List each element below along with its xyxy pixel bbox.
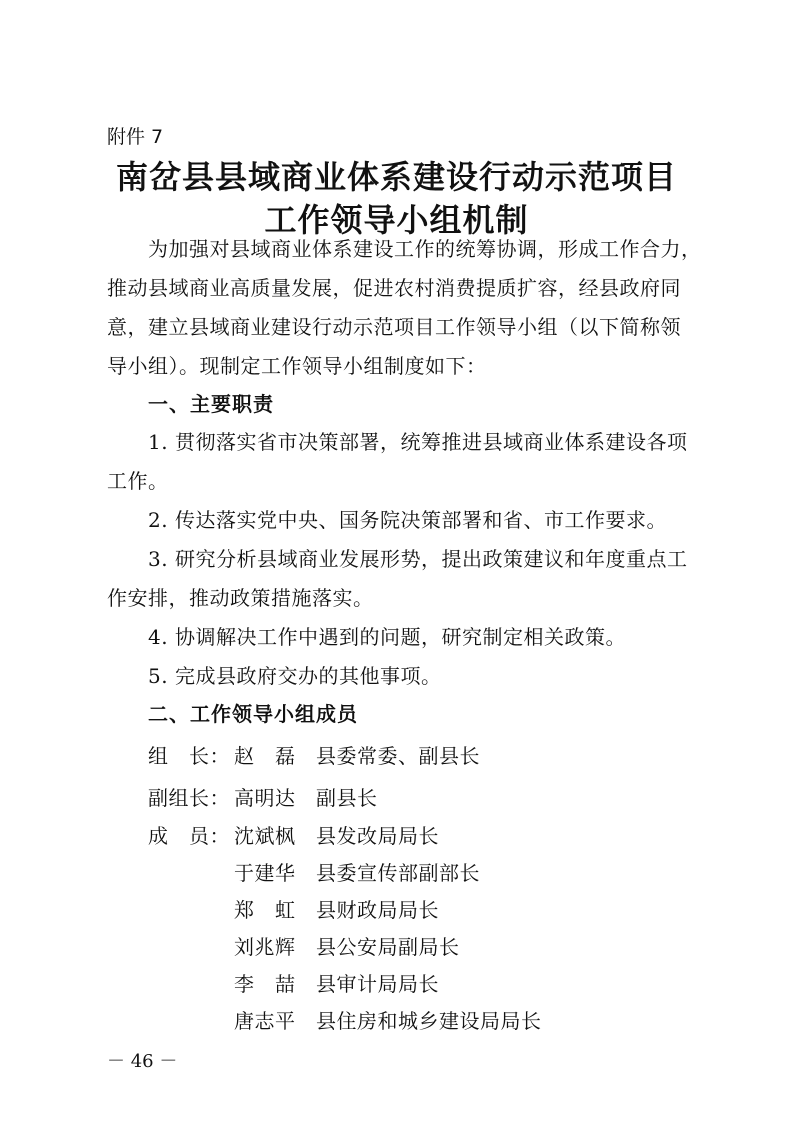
member-name: 刘兆辉 [234, 935, 296, 959]
document-title-line-1: 南岔县县域商业体系建设行动示范项目 [115, 158, 677, 196]
duty-line: 工作。 [107, 469, 169, 493]
section-heading-duties: 一、主要职责 [148, 392, 274, 416]
section-heading-members: 二、工作领导小组成员 [148, 702, 358, 726]
member-position: 县委常委、副县长 [316, 744, 480, 768]
intro-line: 为加强对县域商业体系建设工作的统筹协调，形成工作合力， [148, 237, 702, 261]
page-number: － 46 － [107, 1051, 178, 1072]
member-name: 沈斌枫 [234, 824, 296, 848]
duty-line: 5. 完成县政府交办的其他事项。 [148, 664, 442, 688]
duty-line: 作安排，推动政策措施落实。 [107, 586, 374, 610]
duty-line: 1. 贯彻落实省市决策部署，统筹推进县域商业体系建设各项 [148, 430, 688, 454]
member-position: 县住房和城乡建设局局长 [316, 1009, 542, 1033]
member-name: 郑 虹 [234, 898, 296, 922]
attachment-label: 附件 7 [107, 126, 164, 148]
duty-line: 3. 研究分析县域商业发展形势，提出政策建议和年度重点工 [148, 547, 688, 571]
member-name: 唐志平 [234, 1009, 296, 1033]
member-position: 县审计局局长 [316, 972, 439, 996]
member-name: 于建华 [234, 861, 296, 885]
intro-line: 意，建立县域商业建设行动示范项目工作领导小组（以下简称领 [107, 315, 681, 339]
intro-line: 推动县域商业高质量发展，促进农村消费提质扩容，经县政府同 [107, 276, 681, 300]
member-position: 县公安局副局长 [316, 935, 460, 959]
member-role: 组 长： [148, 744, 230, 768]
duty-line: 4. 协调解决工作中遇到的问题，研究制定相关政策。 [148, 625, 626, 649]
duty-line: 2. 传达落实党中央、国务院决策部署和省、市工作要求。 [148, 508, 667, 532]
intro-line: 导小组）。现制定工作领导小组制度如下： [107, 354, 487, 378]
member-name: 李 喆 [234, 972, 296, 996]
member-position: 县发改局局长 [316, 824, 439, 848]
member-position: 县财政局局长 [316, 898, 439, 922]
document-title-line-2: 工作领导小组机制 [264, 201, 529, 239]
member-name: 高明达 [234, 786, 296, 810]
member-position: 副县长 [316, 786, 378, 810]
member-role: 副组长： [148, 786, 230, 810]
member-name: 赵 磊 [234, 744, 296, 768]
member-position: 县委宣传部副部长 [316, 861, 480, 885]
member-role: 成 员： [148, 824, 230, 848]
